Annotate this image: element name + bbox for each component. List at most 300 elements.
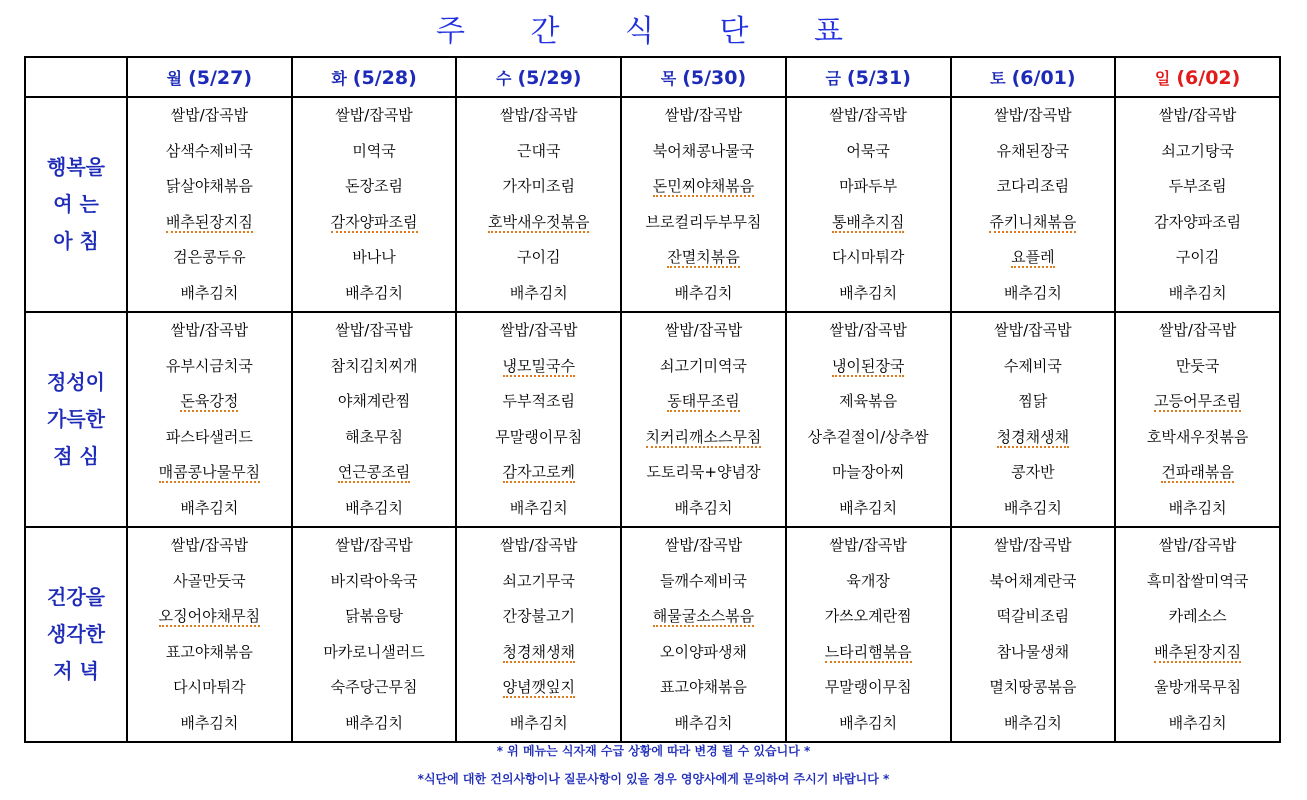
menu-item-text: 상추겉절이/상추쌈 bbox=[807, 427, 929, 446]
menu-item-text: 마카로니샐러드 bbox=[323, 642, 425, 661]
menu-item bbox=[1116, 564, 1279, 600]
menu-cell bbox=[621, 312, 786, 527]
menu-item-text: 쌀밥/잡곡밥 bbox=[170, 536, 249, 554]
menu-item-text: 배추김치 bbox=[839, 283, 898, 302]
menu-item bbox=[622, 455, 785, 491]
day-icon-sun: 일 bbox=[1154, 68, 1171, 88]
menu-item-text: 양념깻잎지 bbox=[502, 678, 575, 696]
day-label: (5/29) bbox=[517, 66, 582, 89]
menu-item bbox=[128, 599, 291, 635]
menu-item-text: 육개장 bbox=[846, 571, 890, 590]
menu-item bbox=[787, 98, 950, 134]
meal-label-line: 정성이 bbox=[47, 370, 105, 394]
menu-item-text: 들깨수제비국 bbox=[659, 571, 747, 590]
day-header-row bbox=[25, 57, 1280, 97]
menu-item-text: 쌀밥/잡곡밥 bbox=[994, 536, 1072, 554]
menu-cell bbox=[292, 527, 457, 742]
menu-item-text: 청경채생채 bbox=[996, 427, 1070, 446]
menu-item-text: 야채계란찜 bbox=[337, 392, 411, 410]
menu-item-text: 쌀밥/잡곡밥 bbox=[1158, 106, 1237, 124]
menu-item-text: 쌀밥/잡곡밥 bbox=[994, 106, 1072, 124]
menu-item-text: 돈장조림 bbox=[345, 177, 404, 195]
menu-item bbox=[787, 706, 950, 742]
menu-item-text: 가쓰오계란찜 bbox=[824, 607, 912, 625]
menu-item bbox=[293, 706, 456, 742]
menu-item bbox=[952, 384, 1115, 420]
menu-cell bbox=[951, 527, 1116, 742]
menu-item bbox=[1116, 455, 1279, 491]
menu-item-text: 요플레 bbox=[1011, 248, 1055, 266]
menu-item bbox=[1116, 349, 1279, 385]
menu-item-text: 돈육강정 bbox=[180, 392, 239, 410]
menu-item-text: 배추김치 bbox=[345, 498, 404, 517]
meal-label-line: 행복을 bbox=[47, 155, 105, 179]
menu-item-text: 미역국 bbox=[352, 141, 396, 160]
menu-item-text: 검은콩두유 bbox=[173, 248, 246, 266]
meal-label-line: 가득한 bbox=[47, 407, 105, 431]
meal-label bbox=[25, 527, 127, 742]
menu-item-text: 울방개묵무침 bbox=[1154, 678, 1242, 696]
menu-item-text: 닭살야채볶음 bbox=[165, 177, 253, 195]
menu-item bbox=[787, 276, 950, 312]
menu-item bbox=[293, 455, 456, 491]
menu-item-text: 감자고로케 bbox=[502, 463, 575, 481]
menu-item bbox=[1116, 420, 1279, 456]
menu-item bbox=[952, 349, 1115, 385]
menu-item-text: 다시마튀각 bbox=[831, 248, 905, 266]
menu-cell bbox=[456, 312, 621, 527]
menu-item-text: 간장불고기 bbox=[502, 607, 575, 625]
menu-item bbox=[1116, 134, 1279, 170]
menu-item bbox=[457, 98, 620, 134]
menu-item-text: 쌀밥/잡곡밥 bbox=[1158, 321, 1237, 339]
menu-item-text: 해물굴소스볶음 bbox=[652, 607, 755, 625]
menu-item-text: 감자양파조림 bbox=[1154, 212, 1242, 231]
menu-item bbox=[787, 313, 950, 349]
menu-item-text: 쇠고기탕국 bbox=[1161, 141, 1234, 160]
menu-item-text: 동태무조림 bbox=[667, 392, 740, 410]
menu-item-text: 찜닭 bbox=[1018, 392, 1048, 410]
menu-item bbox=[1116, 276, 1279, 312]
menu-item-text: 배추김치 bbox=[180, 713, 239, 732]
menu-item bbox=[622, 169, 785, 205]
menu-item-text: 고등어무조림 bbox=[1154, 392, 1242, 410]
menu-item-text: 배추김치 bbox=[345, 283, 404, 302]
menu-item bbox=[622, 706, 785, 742]
menu-item bbox=[787, 134, 950, 170]
notice-inquiry: *식단에 대한 건의사항이나 질문사항이 있을 경우 영양사에게 문의하여 주시기 바랍니다 * bbox=[417, 772, 890, 786]
menu-item bbox=[293, 205, 456, 241]
menu-item-text: 배추김치 bbox=[1003, 498, 1062, 517]
menu-cell bbox=[1115, 97, 1280, 312]
menu-item bbox=[1116, 706, 1279, 742]
menu-cell bbox=[1115, 312, 1280, 527]
menu-item bbox=[952, 670, 1115, 706]
menu-item-text: 쌀밥/잡곡밥 bbox=[335, 321, 413, 339]
menu-item bbox=[293, 670, 456, 706]
menu-item-text: 호박새우젓볶음 bbox=[488, 212, 590, 231]
day-icon-wed: 수 bbox=[496, 68, 512, 88]
menu-item bbox=[1116, 205, 1279, 241]
menu-item-text: 떡갈비조림 bbox=[996, 607, 1070, 625]
day-header-fri bbox=[786, 57, 951, 97]
menu-item bbox=[128, 420, 291, 456]
menu-item bbox=[128, 276, 291, 312]
menu-item-text: 바지락아욱국 bbox=[330, 571, 418, 590]
menu-item-text: 매콤콩나물무침 bbox=[158, 463, 261, 481]
menu-item bbox=[1116, 491, 1279, 527]
menu-item bbox=[1116, 313, 1279, 349]
menu-item-text: 카레소스 bbox=[1168, 607, 1227, 625]
menu-item-text: 배추김치 bbox=[180, 283, 239, 302]
menu-item-text: 느타리햄볶음 bbox=[824, 642, 912, 661]
menu-item bbox=[952, 706, 1115, 742]
menu-item-text: 숙주당근무침 bbox=[330, 678, 418, 696]
menu-item bbox=[952, 455, 1115, 491]
day-label: (6/01) bbox=[1011, 66, 1076, 89]
menu-item-text: 어묵국 bbox=[846, 141, 890, 160]
menu-cell bbox=[456, 527, 621, 742]
menu-cell bbox=[127, 312, 292, 527]
menu-item-text: 쇠고기미역국 bbox=[659, 356, 747, 375]
menu-item bbox=[787, 420, 950, 456]
menu-item bbox=[952, 240, 1115, 276]
menu-item bbox=[787, 491, 950, 527]
header-corner-cell bbox=[25, 57, 127, 97]
menu-item bbox=[622, 491, 785, 527]
day-header-thu bbox=[621, 57, 786, 97]
menu-item bbox=[622, 134, 785, 170]
menu-item bbox=[293, 635, 456, 671]
menu-item-text: 유부시금치국 bbox=[165, 356, 253, 375]
menu-item-text: 파스타샐러드 bbox=[165, 427, 253, 446]
menu-cell bbox=[951, 97, 1116, 312]
menu-item bbox=[952, 134, 1115, 170]
menu-item-text: 배추김치 bbox=[839, 498, 898, 517]
menu-item-text: 구이김 bbox=[517, 248, 561, 266]
menu-item bbox=[293, 420, 456, 456]
menu-item-text: 감자양파조림 bbox=[330, 212, 418, 231]
day-header-tue bbox=[292, 57, 457, 97]
menu-item-text: 쌀밥/잡곡밥 bbox=[1158, 536, 1237, 554]
menu-item bbox=[622, 349, 785, 385]
menu-item bbox=[293, 134, 456, 170]
menu-item-text: 쌀밥/잡곡밥 bbox=[664, 106, 743, 124]
day-label: (5/27) bbox=[188, 66, 253, 89]
menu-item-text: 쌀밥/잡곡밥 bbox=[664, 536, 743, 554]
menu-item-text: 치커리깨소스무침 bbox=[645, 427, 762, 446]
menu-item-text: 바나나 bbox=[352, 248, 396, 266]
menu-item-text: 쌀밥/잡곡밥 bbox=[829, 106, 907, 124]
menu-item bbox=[128, 564, 291, 600]
meal-row bbox=[25, 312, 1280, 527]
menu-item bbox=[952, 169, 1115, 205]
menu-item bbox=[457, 670, 620, 706]
menu-item-text: 오징어야채무침 bbox=[158, 607, 261, 625]
menu-item bbox=[952, 599, 1115, 635]
menu-item-text: 쥬키니채볶음 bbox=[989, 212, 1077, 231]
menu-item bbox=[128, 491, 291, 527]
menu-item-text: 사골만둣국 bbox=[173, 571, 246, 590]
menu-item bbox=[293, 240, 456, 276]
menu-item-text: 흑미찹쌀미역국 bbox=[1146, 571, 1249, 590]
menu-item bbox=[128, 384, 291, 420]
menu-cell bbox=[786, 527, 951, 742]
menu-item bbox=[457, 455, 620, 491]
menu-item-text: 배추김치 bbox=[345, 713, 404, 732]
menu-item-text: 배추김치 bbox=[1168, 713, 1227, 732]
menu-item bbox=[128, 528, 291, 564]
menu-item bbox=[457, 313, 620, 349]
menu-item bbox=[128, 205, 291, 241]
menu-item bbox=[457, 169, 620, 205]
menu-item bbox=[952, 564, 1115, 600]
menu-item-text: 쌀밥/잡곡밥 bbox=[829, 536, 907, 554]
menu-item-text: 오이양파생채 bbox=[659, 642, 747, 661]
menu-item-text: 북어채콩나물국 bbox=[652, 141, 755, 160]
menu-item-text: 두부조림 bbox=[1168, 177, 1227, 195]
menu-item bbox=[1116, 635, 1279, 671]
menu-item-text: 배추김치 bbox=[1168, 283, 1227, 302]
menu-item bbox=[787, 384, 950, 420]
menu-item bbox=[457, 240, 620, 276]
menu-item-text: 수제비국 bbox=[1003, 356, 1062, 375]
menu-item-text: 무말랭이무침 bbox=[495, 427, 583, 446]
menu-item bbox=[952, 98, 1115, 134]
menu-item-text: 배추된장지짐 bbox=[1154, 642, 1242, 661]
menu-item bbox=[293, 599, 456, 635]
menu-item bbox=[457, 205, 620, 241]
menu-cell bbox=[621, 527, 786, 742]
menu-item bbox=[128, 706, 291, 742]
menu-item bbox=[622, 564, 785, 600]
menu-item-text: 마늘장아찌 bbox=[831, 463, 905, 481]
menu-item-text: 배추김치 bbox=[509, 498, 568, 517]
menu-item bbox=[622, 420, 785, 456]
menu-item bbox=[293, 313, 456, 349]
meal-label-line: 생각한 bbox=[47, 622, 105, 646]
day-header-mon bbox=[127, 57, 292, 97]
menu-item bbox=[952, 205, 1115, 241]
menu-item-text: 두부적조림 bbox=[502, 392, 575, 410]
menu-item bbox=[1116, 384, 1279, 420]
menu-item-text: 콩자반 bbox=[1011, 463, 1055, 481]
menu-item-text: 호박새우젓볶음 bbox=[1146, 427, 1249, 446]
menu-item bbox=[622, 599, 785, 635]
menu-item-text: 표고야채볶음 bbox=[659, 678, 747, 696]
menu-item-text: 근대국 bbox=[517, 141, 561, 160]
menu-item bbox=[787, 240, 950, 276]
meal-row bbox=[25, 97, 1280, 312]
menu-item bbox=[293, 491, 456, 527]
menu-item bbox=[128, 240, 291, 276]
menu-item bbox=[1116, 599, 1279, 635]
menu-item bbox=[952, 313, 1115, 349]
menu-item-text: 쌀밥/잡곡밥 bbox=[500, 106, 578, 124]
menu-cell bbox=[786, 97, 951, 312]
day-icon-fri: 금 bbox=[825, 68, 841, 88]
day-header-wed bbox=[456, 57, 621, 97]
menu-item bbox=[787, 670, 950, 706]
menu-body bbox=[25, 97, 1280, 742]
day-header-sat bbox=[951, 57, 1116, 97]
menu-item-text: 배추김치 bbox=[509, 713, 568, 732]
menu-item bbox=[622, 635, 785, 671]
day-icon-mon: 월 bbox=[166, 68, 183, 88]
meal-label-line: 건강을 bbox=[47, 585, 105, 609]
menu-item bbox=[293, 528, 456, 564]
menu-item-text: 건파래볶음 bbox=[1161, 463, 1234, 481]
weekly-menu-table bbox=[24, 56, 1281, 743]
menu-item-text: 가자미조림 bbox=[502, 177, 575, 195]
menu-cell bbox=[292, 312, 457, 527]
menu-item bbox=[293, 98, 456, 134]
menu-item bbox=[787, 599, 950, 635]
menu-item bbox=[128, 169, 291, 205]
menu-item-text: 무말랭이무침 bbox=[824, 678, 912, 696]
menu-item-text: 냉이된장국 bbox=[831, 356, 905, 375]
menu-item bbox=[128, 98, 291, 134]
menu-item bbox=[457, 134, 620, 170]
menu-item bbox=[1116, 98, 1279, 134]
menu-item-text: 닭볶음탕 bbox=[345, 607, 404, 625]
meal-label-line: 아 침 bbox=[53, 229, 99, 253]
menu-item-text: 마파두부 bbox=[839, 177, 898, 195]
menu-cell bbox=[1115, 527, 1280, 742]
menu-cell bbox=[621, 97, 786, 312]
menu-item bbox=[128, 635, 291, 671]
menu-item bbox=[1116, 670, 1279, 706]
day-icon-thu: 목 bbox=[660, 68, 677, 88]
menu-item bbox=[787, 455, 950, 491]
menu-item bbox=[457, 564, 620, 600]
menu-cell bbox=[127, 97, 292, 312]
menu-item bbox=[293, 169, 456, 205]
meal-label bbox=[25, 312, 127, 527]
menu-item bbox=[457, 384, 620, 420]
meal-label-line: 저 녁 bbox=[53, 659, 99, 683]
meal-label-line: 점 심 bbox=[53, 444, 99, 468]
menu-item-text: 코다리조림 bbox=[996, 177, 1070, 195]
menu-item bbox=[787, 205, 950, 241]
menu-item bbox=[128, 670, 291, 706]
meal-label bbox=[25, 97, 127, 312]
menu-item-text: 쌀밥/잡곡밥 bbox=[500, 321, 578, 339]
menu-item bbox=[787, 635, 950, 671]
menu-item bbox=[952, 491, 1115, 527]
menu-item-text: 쌀밥/잡곡밥 bbox=[500, 536, 578, 554]
menu-cell bbox=[786, 312, 951, 527]
menu-item-text: 배추김치 bbox=[839, 713, 898, 732]
meal-row bbox=[25, 527, 1280, 742]
menu-item bbox=[293, 564, 456, 600]
menu-item bbox=[128, 134, 291, 170]
menu-item-text: 연근콩조림 bbox=[337, 463, 411, 481]
menu-item-text: 돈민찌야채볶음 bbox=[652, 177, 755, 195]
menu-item bbox=[952, 635, 1115, 671]
menu-item-text: 냉모밀국수 bbox=[502, 356, 575, 375]
menu-item-text: 참치김치찌개 bbox=[330, 356, 418, 375]
day-icon-tue: 화 bbox=[331, 68, 347, 88]
menu-item-text: 만둣국 bbox=[1175, 356, 1220, 375]
page-title: 주 간 식 단 표 bbox=[435, 14, 872, 49]
menu-item bbox=[457, 491, 620, 527]
menu-item-text: 브로컬리두부무침 bbox=[645, 212, 762, 231]
menu-item-text: 배추김치 bbox=[1168, 498, 1227, 517]
menu-cell bbox=[127, 527, 292, 742]
menu-item bbox=[787, 349, 950, 385]
menu-item bbox=[457, 528, 620, 564]
menu-item-text: 쌀밥/잡곡밥 bbox=[335, 106, 413, 124]
menu-item bbox=[1116, 169, 1279, 205]
menu-item bbox=[787, 169, 950, 205]
menu-item-text: 배추된장지짐 bbox=[165, 212, 253, 231]
menu-item-text: 잔멸치볶음 bbox=[667, 248, 740, 266]
menu-item-text: 쌀밥/잡곡밥 bbox=[170, 106, 249, 124]
menu-item-text: 제육볶음 bbox=[839, 392, 898, 410]
menu-item-text: 삼색수제비국 bbox=[165, 141, 253, 160]
menu-item bbox=[128, 455, 291, 491]
day-icon-sat: 토 bbox=[990, 68, 1006, 88]
menu-item-text: 표고야채볶음 bbox=[165, 642, 253, 661]
menu-cell bbox=[951, 312, 1116, 527]
menu-item bbox=[622, 313, 785, 349]
menu-item bbox=[1116, 240, 1279, 276]
menu-item-text: 참나물생채 bbox=[996, 642, 1070, 661]
day-label: (5/31) bbox=[846, 66, 911, 89]
menu-item bbox=[787, 564, 950, 600]
menu-item-text: 쌀밥/잡곡밥 bbox=[664, 321, 743, 339]
menu-item bbox=[457, 276, 620, 312]
menu-item-text: 북어채계란국 bbox=[989, 571, 1077, 590]
menu-item bbox=[622, 98, 785, 134]
menu-item-text: 멸치땅콩볶음 bbox=[989, 678, 1077, 696]
menu-cell bbox=[292, 97, 457, 312]
menu-item bbox=[622, 670, 785, 706]
menu-item-text: 쌀밥/잡곡밥 bbox=[335, 536, 413, 554]
menu-item-text: 쇠고기무국 bbox=[502, 571, 575, 590]
notice-change: * 위 메뉴는 식자재 수급 상황에 따라 변경 될 수 있습니다 * bbox=[496, 744, 811, 758]
day-label: (5/30) bbox=[682, 66, 747, 89]
menu-item-text: 배추김치 bbox=[674, 498, 733, 517]
menu-item bbox=[293, 349, 456, 385]
menu-item-text: 유채된장국 bbox=[996, 141, 1070, 160]
menu-item-text: 배추김치 bbox=[1003, 283, 1062, 302]
menu-item bbox=[622, 384, 785, 420]
menu-item bbox=[128, 349, 291, 385]
menu-item-text: 배추김치 bbox=[509, 283, 568, 302]
menu-item bbox=[457, 635, 620, 671]
menu-item bbox=[457, 349, 620, 385]
day-label: (6/02) bbox=[1176, 66, 1241, 89]
meal-label-line: 여 는 bbox=[53, 192, 99, 216]
menu-item-text: 쌀밥/잡곡밥 bbox=[829, 321, 907, 339]
menu-item bbox=[622, 528, 785, 564]
day-label: (5/28) bbox=[352, 66, 417, 89]
menu-item-text: 배추김치 bbox=[674, 713, 733, 732]
menu-item bbox=[622, 276, 785, 312]
menu-item-text: 쌀밥/잡곡밥 bbox=[994, 321, 1072, 339]
menu-cell bbox=[456, 97, 621, 312]
menu-item bbox=[457, 599, 620, 635]
menu-item-text: 구이김 bbox=[1175, 248, 1220, 266]
menu-item bbox=[293, 276, 456, 312]
menu-item bbox=[952, 528, 1115, 564]
menu-item bbox=[622, 240, 785, 276]
menu-item bbox=[293, 384, 456, 420]
menu-item bbox=[457, 420, 620, 456]
menu-item-text: 다시마튀각 bbox=[173, 678, 246, 696]
